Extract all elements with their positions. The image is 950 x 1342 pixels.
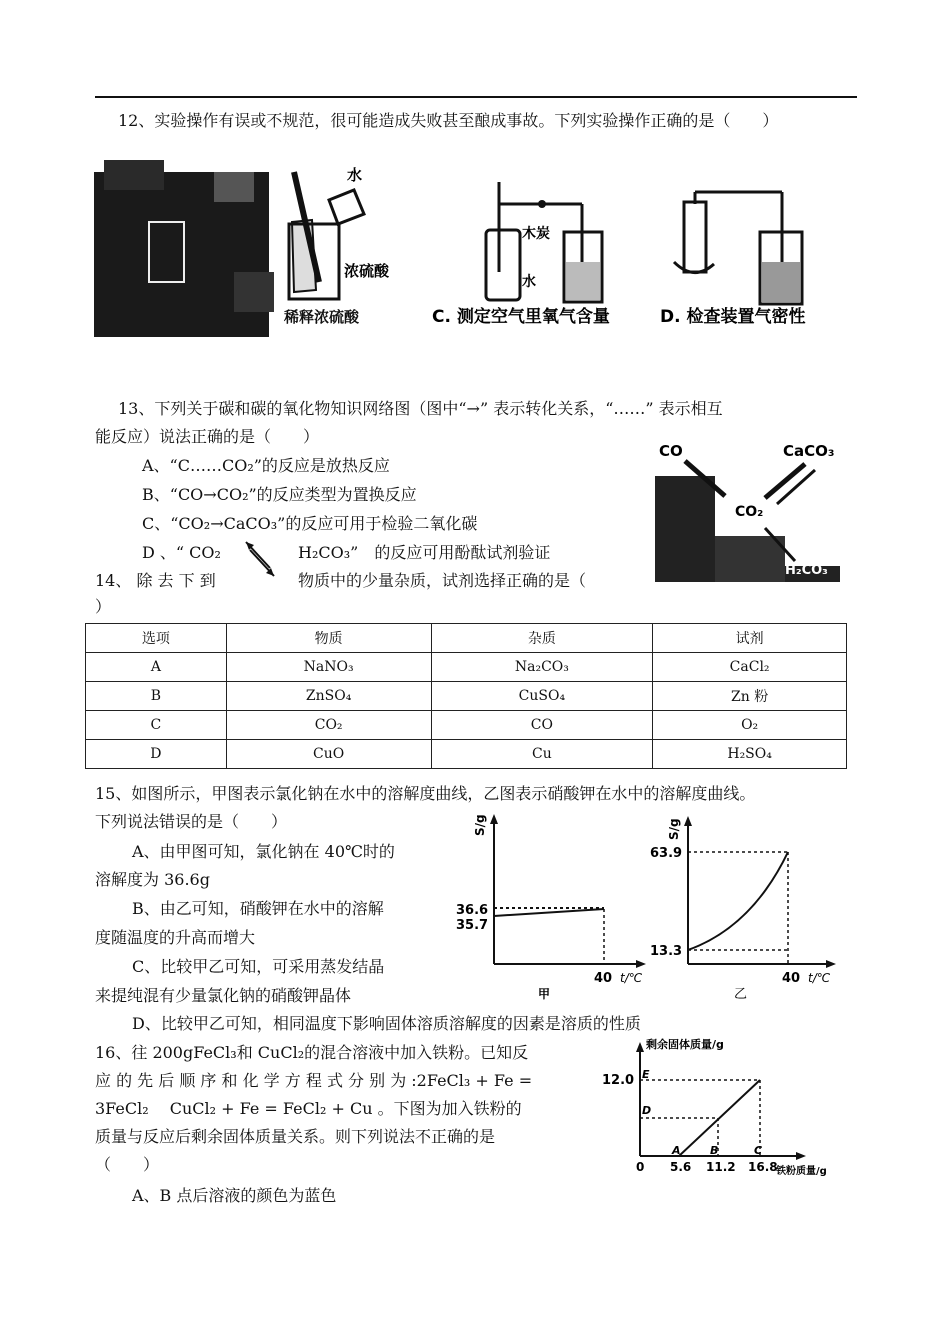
q14-stem-2: ）: [95, 597, 112, 616]
table-header-row: [86, 624, 847, 653]
q16-line-4: 质量与反应后剩余固体质量关系。则下列说法不正确的是: [95, 1127, 496, 1146]
q15-stem-2: 下列说法错误的是（ ）: [95, 812, 288, 831]
q16-point-b: B: [710, 1144, 719, 1157]
table-header-cell: 试剂: [653, 624, 847, 653]
q13-network-diagram: [655, 436, 840, 582]
q16-option-a: A、B 点后溶液的颜色为蓝色: [132, 1186, 337, 1205]
q14-stem-1a: 14、 除 去 下 到: [95, 571, 216, 590]
chart-yi-tick-40: 40: [782, 971, 801, 986]
q13-option-b: B、“CO→CO₂”的反应类型为置换反应: [142, 485, 417, 504]
q13-stem-2: 能反应）说法正确的是（ ）: [95, 427, 320, 446]
q15-stem-1: 15、如图所示，甲图表示氯化钠在水中的溶解度曲线，乙图表示硝酸钾在水中的溶解度曲线。: [95, 784, 756, 803]
q12-acid-label: 浓硫酸: [344, 262, 390, 280]
header-rule: [95, 96, 857, 98]
q16-point-a: A: [672, 1144, 681, 1157]
q15-option-b-2: 度随温度的升高而增大: [95, 928, 256, 947]
table-cell: CO: [431, 711, 653, 740]
kno3-curve: [688, 852, 788, 950]
q16-ylabel: 剩余固体质量/g: [646, 1038, 724, 1051]
table-cell: ZnSO₄: [226, 682, 431, 711]
table-cell: Zn 粉: [653, 682, 847, 711]
q16-line-3: 3FeCl₂ CuCl₂ + Fe = FeCl₂ + Cu 。下图为加入铁粉的: [95, 1099, 522, 1118]
q12-dilute-label: 稀释浓硫酸: [284, 308, 360, 326]
q13-option-a: A、“C……CO₂”的反应是放热反应: [142, 456, 390, 475]
double-arrow-icon: [242, 538, 276, 578]
q16-point-e: E: [642, 1068, 650, 1081]
q15-chart-jia: [450, 812, 650, 1002]
table-cell: Na₂CO₃: [431, 653, 653, 682]
chart-yi-name: 乙: [734, 987, 748, 1002]
table-row: [86, 682, 847, 711]
diagram-h2co3-label: H₂CO₃: [785, 563, 828, 578]
q15-option-b-1: B、由乙可知，硝酸钾在水中的溶解: [132, 899, 384, 918]
table-cell: CuO: [226, 740, 431, 769]
table-row: [86, 711, 847, 740]
q16-line-5: （ ）: [95, 1155, 160, 1174]
q15-option-d: D、比较甲乙可知，相同温度下影响固体溶质溶解度的因素是溶质的性质: [132, 1014, 641, 1033]
chart-jia-ylabel: S/g: [473, 814, 487, 836]
q12-caption-c: C. 测定空气里氧气含量: [432, 307, 610, 327]
q14-table: [85, 623, 847, 769]
q15-option-a-2: 溶解度为 36.6g: [95, 870, 210, 889]
q12-stem: 12、实验操作有误或不规范，很可能造成失败甚至酿成事故。下列实验操作正确的是（ ）: [118, 111, 779, 130]
chart-yi-tick-639: 63.9: [650, 846, 683, 861]
table-cell: B: [86, 682, 227, 711]
chart-yi-ylabel: S/g: [667, 818, 681, 840]
q12-water2-label: 水: [522, 274, 536, 290]
q16-line-2: 应 的 先 后 顺 序 和 化 学 方 程 式 分 别 为 :2FeCl₃ + Fe =: [95, 1071, 533, 1090]
q16-xlabel: 铁粉质量/g: [776, 1166, 827, 1177]
q12-figure: [94, 152, 839, 338]
table-header-cell: 物质: [226, 624, 431, 653]
chart-jia-tick-357: 35.7: [456, 918, 489, 933]
q13-option-d-end: H₂CO₃” 的反应可用酚酞试剂验证: [298, 543, 551, 562]
table-cell: Cu: [431, 740, 653, 769]
table-header-cell: 杂质: [431, 624, 653, 653]
q16-xtick-56: 5.6: [670, 1160, 692, 1174]
q12-caption-d: D. 检查装置气密性: [660, 307, 806, 327]
chart-jia-tick-40: 40: [594, 971, 613, 986]
q16-xtick-168: 16.8: [748, 1160, 778, 1174]
q13-stem-1: 13、下列关于碳和碳的氧化物知识网络图（图中“→” 表示转化关系，“……” 表示相互: [118, 399, 723, 418]
table-cell: NaNO₃: [226, 653, 431, 682]
q13-option-d-start: D 、“ CO₂: [142, 543, 221, 562]
q12-charcoal-label: 木炭: [522, 226, 550, 242]
table-cell: CuSO₄: [431, 682, 653, 711]
table-cell: H₂SO₄: [653, 740, 847, 769]
chart-jia-tick-366: 36.6: [456, 903, 489, 918]
chart-jia-name: 甲: [538, 987, 551, 1001]
table-header-cell: 选项: [86, 624, 227, 653]
q16-origin: 0: [636, 1160, 645, 1174]
table-cell: CaCl₂: [653, 653, 847, 682]
q15-option-c-1: C、比较甲乙可知，可采用蒸发结晶: [132, 957, 385, 976]
q14-stem-1b: 物质中的少量杂质，试剂选择正确的是（: [298, 571, 587, 590]
q15-chart-yi: [642, 812, 842, 1002]
diagram-co2-label: CO₂: [735, 504, 764, 520]
q16-line-1: 16、往 200gFeCl₃和 CuCl₂的混合溶液中加入铁粉。已知反: [95, 1043, 529, 1062]
table-cell: O₂: [653, 711, 847, 740]
table-cell: D: [86, 740, 227, 769]
chart-yi-xunit: t/℃: [808, 971, 831, 985]
table-cell: CO₂: [226, 711, 431, 740]
q16-chart: [600, 1034, 840, 1184]
q16-ytick-12: 12.0: [602, 1073, 635, 1088]
table-row: [86, 653, 847, 682]
diagram-caco3-label: CaCO₃: [783, 442, 835, 460]
diagram-co-label: CO: [659, 442, 683, 460]
nacl-curve: [494, 909, 604, 916]
q16-point-c: C: [754, 1144, 763, 1157]
table-cell: A: [86, 653, 227, 682]
q13-option-c: C、“CO₂→CaCO₃”的反应可用于检验二氧化碳: [142, 514, 478, 533]
q15-option-a-1: A、由甲图可知，氯化钠在 40℃时的: [132, 842, 395, 861]
q12-water-label: 水: [347, 166, 363, 184]
chart-jia-xunit: t/℃: [620, 971, 643, 985]
q16-xtick-112: 11.2: [706, 1160, 736, 1174]
q16-point-d: D: [642, 1104, 652, 1117]
q15-option-c-2: 来提纯混有少量氯化钠的硝酸钾晶体: [95, 986, 352, 1005]
table-row: [86, 740, 847, 769]
chart-yi-tick-133: 13.3: [650, 944, 683, 959]
table-cell: C: [86, 711, 227, 740]
